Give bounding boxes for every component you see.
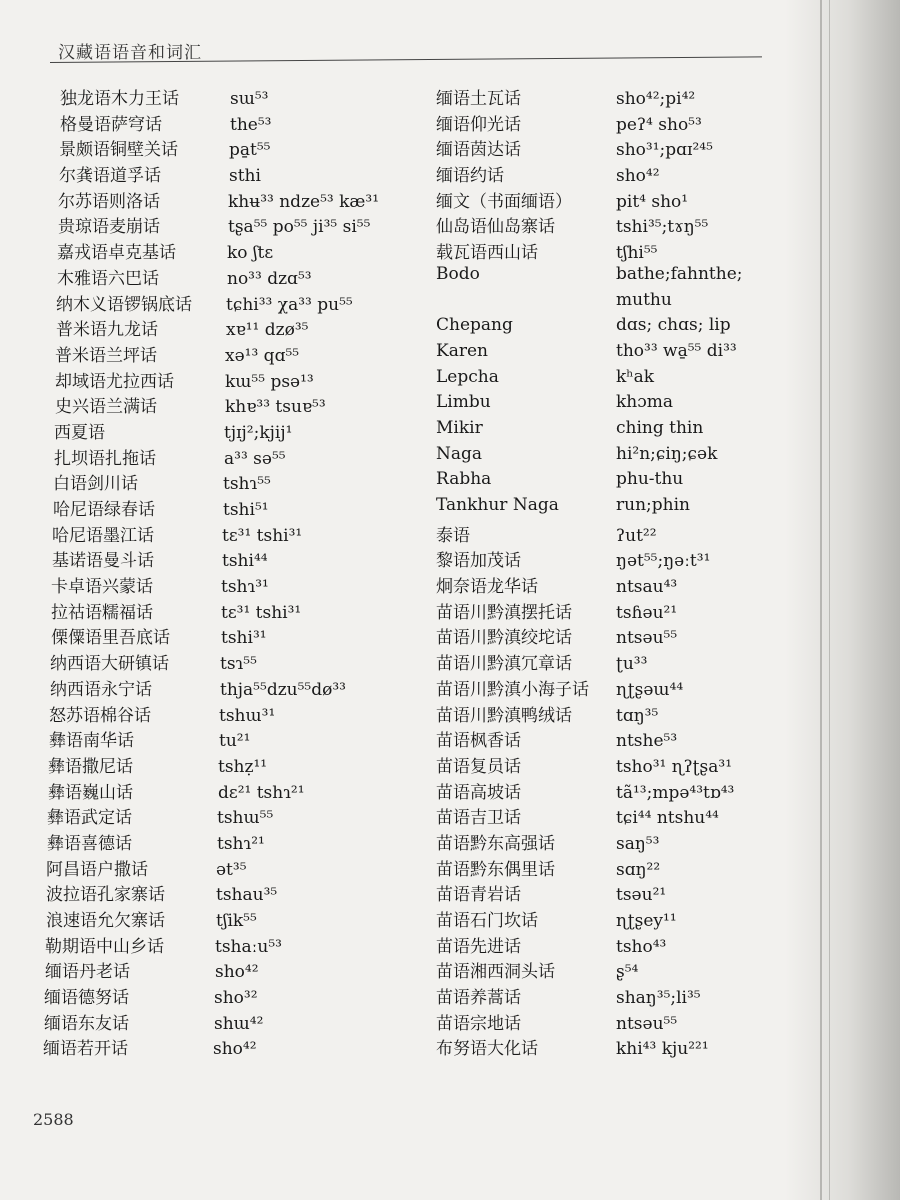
entry-row: [436, 135, 742, 161]
entry-row: [436, 187, 742, 213]
dialect-name: 缅文（书面缅语）: [436, 191, 572, 212]
dialect-name: 彝语武定话: [47, 808, 132, 829]
dialect-name: 尔苏语则洛话: [58, 191, 160, 212]
dialect-name: 缅语若开话: [43, 1039, 128, 1060]
dialect-name: 彝语巍山话: [48, 782, 133, 803]
pronunciation: shaŋ³⁵;li³⁵: [616, 988, 701, 1009]
entry-row: [58, 212, 379, 238]
entry-row: [44, 983, 379, 1009]
dialect-name: 扎坝语扎拖话: [54, 448, 156, 469]
page-number: 2588: [33, 1110, 74, 1129]
dialect-name: 贵琼语麦崩话: [58, 217, 160, 238]
pronunciation: tɕhi³³ χa³³ pu⁵⁵: [226, 294, 353, 315]
dialect-name: 泰语: [436, 525, 470, 546]
pronunciation: tshi⁴⁴: [222, 551, 268, 572]
pronunciation: sho³²: [214, 988, 258, 1009]
entry-row: [436, 829, 742, 855]
dialect-name: 苗语枫香话: [436, 731, 521, 752]
pronunciation: muthu: [616, 289, 672, 310]
dialect-name: 基诺语曼斗话: [52, 551, 154, 572]
entry-row: [50, 675, 379, 701]
pronunciation: phu-thu: [616, 469, 684, 490]
pronunciation: tshɿ⁵⁵: [223, 474, 271, 495]
entry-row: [53, 495, 379, 521]
pronunciation: ko ʃtɛ: [227, 243, 274, 264]
dialect-name: 载瓦语西山话: [436, 243, 538, 264]
entry-row: [55, 392, 379, 418]
entry-row: [436, 290, 742, 316]
dialect-name: 景颇语铜壁关话: [59, 140, 178, 161]
entry-row: [436, 778, 742, 804]
dialect-name: Rabha: [436, 469, 492, 490]
dialect-name: 黎语加茂话: [436, 551, 521, 572]
entry-row: [50, 649, 379, 675]
entry-row: [53, 469, 379, 495]
pronunciation: thja⁵⁵dzu⁵⁵dø³³: [220, 679, 346, 700]
pronunciation: saŋ⁵³: [616, 833, 660, 854]
entry-row: [47, 803, 379, 829]
dialect-name: 苗语宗地话: [436, 1013, 521, 1034]
dialect-name: 普米语兰坪话: [55, 345, 157, 366]
entry-row: [436, 983, 742, 1009]
pronunciation: peʔ⁴ sho⁵³: [616, 114, 702, 135]
pronunciation: khʉ³³ ndze⁵³ kæ³¹: [228, 191, 380, 212]
dialect-name: Lepcha: [436, 366, 499, 387]
dialect-name: 纳木义语锣锅底话: [56, 294, 192, 315]
pronunciation: tshẓ¹¹: [218, 756, 268, 777]
pronunciation: ntsəu⁵⁵: [616, 1013, 678, 1034]
entry-row: [436, 649, 742, 675]
dialect-name: 卡卓语兴蒙话: [51, 577, 153, 598]
pronunciation: sho⁴²: [616, 166, 660, 187]
dialect-name: 普米语九龙话: [56, 320, 158, 341]
pronunciation: khi⁴³ kju²²¹: [616, 1039, 709, 1060]
pronunciation: tʃik⁵⁵: [216, 911, 257, 931]
entry-row: [436, 701, 742, 727]
entry-row: [45, 932, 379, 958]
pronunciation: tshɯ³¹: [219, 705, 276, 726]
pronunciation: ʂ⁵⁴: [616, 962, 639, 983]
pronunciation: sho⁴²;pi⁴²: [616, 89, 696, 109]
pronunciation: kɯ⁵⁵ psə¹³: [225, 371, 314, 392]
dialect-name: 苗语湘西洞头话: [436, 962, 555, 983]
dialect-name: 苗语黔东高强话: [436, 833, 555, 854]
entry-row: [436, 572, 742, 598]
dialect-name: 拉祜语糯福话: [51, 602, 153, 623]
dialect-name: 傈僳语里吾底话: [51, 628, 170, 649]
page-edge-line: [829, 0, 830, 1200]
dialect-name: 布努语大化话: [436, 1039, 538, 1060]
entry-row: [55, 341, 379, 367]
dialect-name: Limbu: [436, 392, 491, 413]
dialect-name: 苗语石门坎话: [436, 911, 538, 931]
dialect-name: 彝语喜德话: [47, 833, 132, 854]
pronunciation: ntsəu⁵⁵: [616, 628, 678, 649]
dialect-name: 白语剑川话: [53, 474, 138, 495]
pronunciation: xə¹³ qɑ⁵⁵: [225, 345, 300, 366]
dialect-name: 勒期语中山乡话: [45, 936, 164, 957]
entry-row: [51, 623, 379, 649]
entry-row: [436, 855, 742, 881]
entry-row: [55, 367, 379, 393]
dialect-name: 彝语南华话: [49, 731, 134, 752]
entry-row: [436, 623, 742, 649]
entry-row: [436, 367, 742, 393]
pronunciation: tsho⁴³: [616, 936, 667, 957]
entry-row: [436, 315, 742, 341]
pronunciation: ŋət⁵⁵;ŋəːt³¹: [616, 551, 711, 572]
dialect-name: 彝语撒尼话: [48, 756, 133, 777]
pronunciation: sɑŋ²²: [616, 859, 661, 880]
entry-row: [436, 444, 742, 470]
pronunciation: ɳʈʂey¹¹: [616, 911, 677, 931]
pronunciation: tɛ³¹ tshi³¹: [222, 525, 303, 546]
entry-row: [436, 906, 742, 932]
pronunciation: dɑs; chɑs; lip: [616, 315, 731, 336]
pronunciation: tshi⁵¹: [223, 500, 269, 520]
dialect-name: 尔龚语道孚话: [59, 166, 161, 187]
pronunciation: bathe;fahnthe;: [616, 263, 743, 284]
entry-row: [51, 572, 379, 598]
pronunciation: sɯ⁵³: [230, 89, 269, 109]
entry-row: [45, 957, 379, 983]
pronunciation: the⁵³: [230, 114, 272, 135]
pronunciation: pa̱t⁵⁵: [229, 140, 271, 161]
entry-row: [60, 84, 379, 110]
entry-row: [436, 932, 742, 958]
dialect-name: 西夏语: [54, 422, 105, 443]
pronunciation: ʔut²²: [616, 525, 657, 546]
pronunciation: tɑŋ³⁵: [616, 705, 659, 726]
pronunciation: run;phin: [616, 495, 690, 515]
entry-row: [59, 161, 379, 187]
pronunciation: ʈu³³: [616, 654, 648, 675]
dialect-name: Naga: [436, 443, 483, 464]
pronunciation: khɔma: [616, 392, 674, 413]
dialect-name: 缅语德努话: [44, 988, 129, 1009]
entry-row: [56, 315, 379, 341]
entry-row: [54, 444, 379, 470]
pronunciation: sho⁴²: [215, 962, 259, 983]
entry-row: [46, 906, 379, 932]
entry-row: [46, 880, 379, 906]
dialect-name: 怒苏语棉谷话: [49, 705, 151, 726]
pronunciation: tsho³¹ ɳʔʈʂa³¹: [616, 756, 733, 777]
dialect-name: 苗语川黔滇冗章话: [436, 654, 572, 675]
entry-row: [436, 392, 742, 418]
pronunciation: ntshe⁵³: [616, 731, 678, 752]
dialect-name: 纳西语永宁话: [50, 679, 152, 700]
pronunciation: tshi³⁵;tɤŋ⁵⁵: [616, 217, 709, 238]
entry-row: [436, 161, 742, 187]
entry-row: [47, 829, 379, 855]
entry-row: [48, 752, 379, 778]
dialect-name: 苗语先进话: [436, 936, 521, 957]
dialect-name: 阿昌语户撒话: [46, 859, 148, 880]
entry-row: [60, 110, 379, 136]
page-gutter-shadow: [785, 0, 900, 1200]
dialect-name: Tankhur Naga: [436, 495, 559, 515]
pronunciation: tjɪj²;kjij¹: [224, 422, 293, 443]
entry-row: [436, 84, 742, 110]
pronunciation: tʂa⁵⁵ po⁵⁵ ji³⁵ si⁵⁵: [228, 217, 371, 238]
dialect-name: Bodo: [436, 263, 480, 284]
pronunciation: pit⁴ sho¹: [616, 191, 689, 212]
entry-row: [49, 701, 379, 727]
pronunciation: tsɦəu²¹: [616, 602, 678, 623]
entry-row: [54, 418, 379, 444]
entry-row: [436, 726, 742, 752]
left-column: [43, 84, 380, 1060]
dialect-name: 史兴语兰满话: [55, 397, 157, 418]
entry-row: [59, 135, 379, 161]
dialect-name: 纳西语大研镇话: [50, 654, 169, 675]
dialect-name: 苗语吉卫话: [436, 808, 521, 829]
running-header-title: 汉藏语语音和词汇: [58, 43, 202, 63]
dialect-name: 苗语养蒿话: [436, 988, 521, 1009]
pronunciation: dɛ²¹ tshɿ²¹: [218, 782, 305, 803]
entry-row: [436, 264, 742, 290]
pronunciation: kʰak: [616, 366, 655, 387]
entry-row: [436, 598, 742, 624]
pronunciation: xɐ¹¹ dzø³⁵: [226, 320, 309, 341]
entry-row: [436, 469, 742, 495]
pronunciation: a³³ sə⁵⁵: [224, 448, 286, 469]
dialect-name: Chepang: [436, 315, 513, 336]
entry-row: [436, 1009, 742, 1035]
pronunciation: tɕi⁴⁴ ntshu⁴⁴: [616, 808, 719, 829]
dialect-name: 嘉戎语卓克基话: [57, 243, 176, 264]
pronunciation: sthi: [229, 166, 261, 187]
entry-row: [58, 187, 379, 213]
dialect-name: 木雅语六巴话: [57, 268, 159, 289]
pronunciation: ət³⁵: [216, 859, 247, 880]
pronunciation: ching thin: [616, 417, 704, 438]
dialect-name: 苗语川黔滇小海子话: [436, 679, 589, 700]
pronunciation: tshɿ²¹: [217, 833, 265, 854]
dialect-name: 浪速语允欠寨话: [46, 911, 165, 931]
pronunciation: tu²¹: [219, 731, 251, 752]
entry-row: [57, 238, 379, 264]
entry-row: [436, 521, 742, 547]
pronunciation: tshi³¹: [221, 628, 267, 649]
entry-row: [48, 778, 379, 804]
entry-row: [43, 1034, 379, 1060]
dialect-name: 缅语东友话: [44, 1013, 129, 1034]
dialect-name: Karen: [436, 340, 488, 361]
right-column: [436, 84, 742, 1060]
pronunciation: khɐ³³ tsuɐ⁵³: [225, 397, 326, 418]
pronunciation: tshɿ³¹: [221, 577, 269, 598]
entry-row: [436, 418, 742, 444]
dialect-name: 哈尼语绿春话: [53, 500, 155, 520]
entry-row: [436, 803, 742, 829]
dialect-name: 格曼语萨穹话: [60, 114, 162, 135]
pronunciation: tshɯ⁵⁵: [217, 808, 274, 829]
pronunciation: tɛ³¹ tshi³¹: [221, 602, 302, 623]
pronunciation: ntsau⁴³: [616, 577, 678, 598]
pronunciation: tã¹³;mpə⁴³tɒ⁴³: [616, 782, 735, 803]
entry-row: [436, 675, 742, 701]
entry-row: [436, 546, 742, 572]
entry-row: [436, 238, 742, 264]
dialect-name: 缅语约话: [436, 166, 504, 187]
dialect-name: 苗语高坡话: [436, 782, 521, 803]
pronunciation: shɯ⁴²: [214, 1013, 264, 1034]
pronunciation: tho³³ wa̱⁵⁵ di³³: [616, 340, 737, 361]
dialect-name: 缅语土瓦话: [436, 89, 521, 109]
pronunciation: sho³¹;pɑɪ²⁴⁵: [616, 140, 713, 161]
dialect-name: 苗语黔东偶里话: [436, 859, 555, 880]
dialect-name: 仙岛语仙岛寨话: [436, 217, 555, 238]
entry-row: [46, 855, 379, 881]
pronunciation: tʃhi⁵⁵: [616, 243, 658, 264]
dialect-name: 独龙语木力王话: [60, 89, 179, 109]
dialect-name: 哈尼语墨江话: [52, 525, 154, 546]
entry-row: [49, 726, 379, 752]
dialect-name: 缅语茵达话: [436, 140, 521, 161]
pronunciation: sho⁴²: [213, 1039, 257, 1060]
entry-row: [57, 264, 379, 290]
entry-row: [436, 341, 742, 367]
entry-row: [436, 1034, 742, 1060]
entry-row: [51, 598, 379, 624]
pronunciation: tsəu²¹: [616, 885, 667, 906]
dialect-name: 却域语尤拉西话: [55, 371, 174, 392]
entry-row: [44, 1009, 379, 1035]
dialect-name: 苗语川黔滇摆托话: [436, 602, 572, 623]
dialect-name: 苗语青岩话: [436, 885, 521, 906]
dialect-name: 苗语川黔滇绞坨话: [436, 628, 572, 649]
pronunciation: ɳʈʂəɯ⁴⁴: [616, 679, 684, 700]
entry-row: [436, 212, 742, 238]
dialect-name: 炯奈语龙华话: [436, 577, 538, 598]
entry-row: [436, 880, 742, 906]
entry-row: [52, 521, 379, 547]
dialect-name: 缅语仰光话: [436, 114, 521, 135]
page-edge-line: [820, 0, 822, 1200]
dialect-name: 波拉语孔家寨话: [46, 885, 165, 906]
entry-row: [56, 290, 379, 316]
entry-row: [436, 495, 742, 521]
entry-row: [436, 110, 742, 136]
entry-row: [436, 752, 742, 778]
pronunciation: no³³ dzɑ⁵³: [227, 268, 312, 289]
pronunciation: tshau³⁵: [216, 885, 278, 906]
pronunciation: tsɿ⁵⁵: [220, 654, 257, 675]
entry-row: [436, 957, 742, 983]
dialect-name: 缅语丹老话: [45, 962, 130, 983]
entry-row: [52, 546, 379, 572]
dialect-name: 苗语复员话: [436, 756, 521, 777]
dialect-name: 苗语川黔滇鸭绒话: [436, 705, 572, 726]
pronunciation: tshaːu⁵³: [215, 936, 282, 957]
pronunciation: hi²n;ɕiŋ;ɕək: [616, 443, 718, 464]
dialect-name: Mikir: [436, 417, 483, 438]
